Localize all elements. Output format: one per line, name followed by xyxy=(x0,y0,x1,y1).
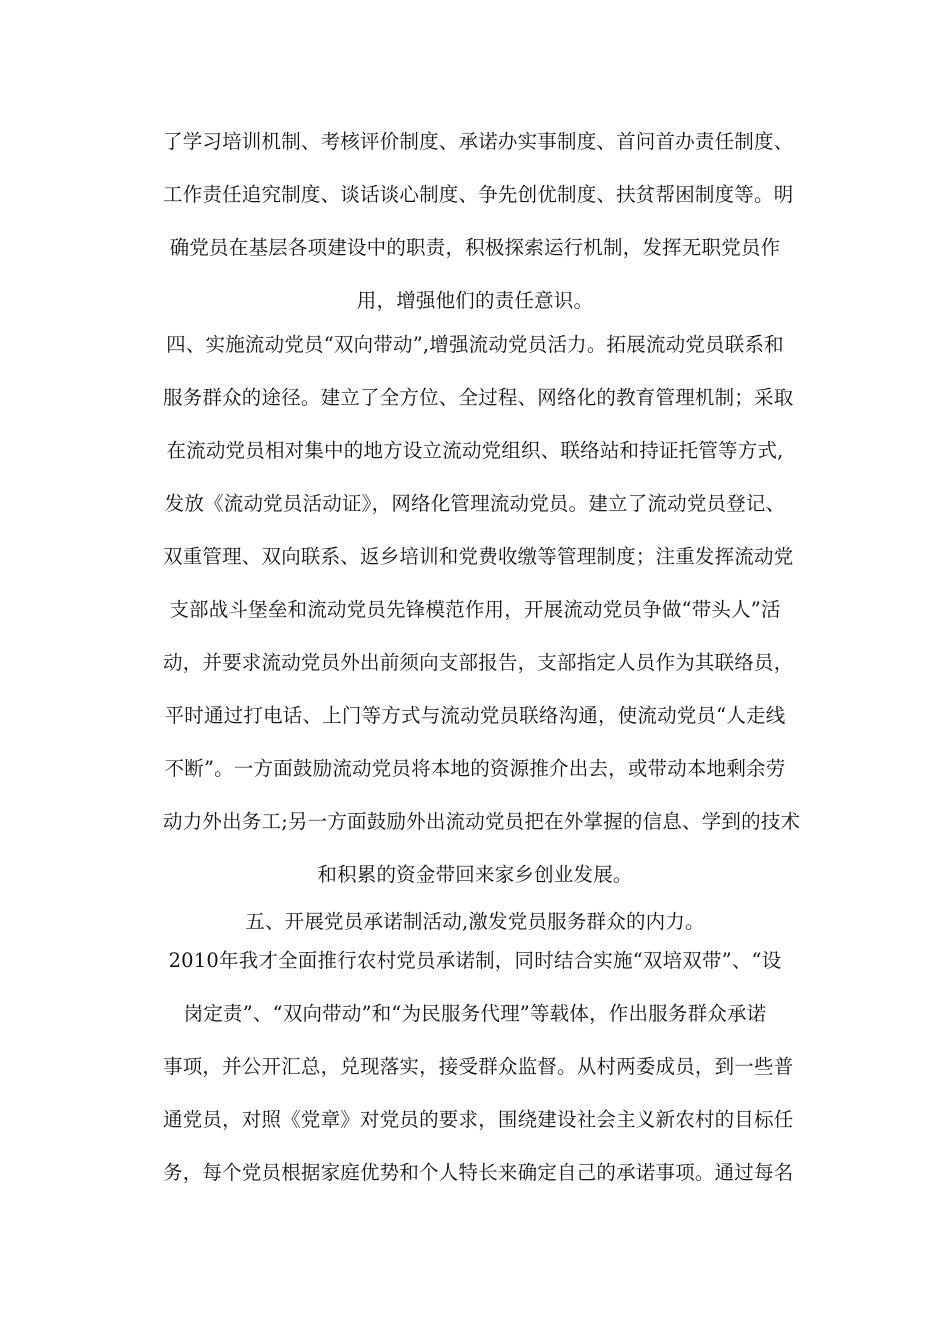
text-line: 平时通过打电话、上门等方式与流动党员联络沟通，使流动党员“人走线 xyxy=(164,704,786,727)
text-line: 确党员在基层各项建设中的职责，积极探索运行机制，发挥无职党员作 xyxy=(169,236,781,259)
text-line: 动，并要求流动党员外出前须向支部报告，支部指定人员作为其联络员， xyxy=(163,651,794,674)
text-line: 发放《流动党员活动证》，网络化管理流动党员。建立了流动党员登记、 xyxy=(164,492,786,515)
text-line: 不断”。一方面鼓励流动党员将本地的资源推介出去，或带动本地剩余劳 xyxy=(164,757,786,780)
text-line: 事项，并公开汇总，兑现落实，接受群众监督。从村两委成员，到一些普 xyxy=(163,1055,794,1078)
text-line: 通党员，对照《党章》对党员的要求，围绕建设社会主义新农村的目标任 xyxy=(163,1108,794,1131)
text-line: 工作责任追究制度、谈话谈心制度、争先创优制度、扶贫帮困制度等。明 xyxy=(163,183,794,206)
text-line: 了学习培训机制、考核评价制度、承诺办实事制度、首问首办责任制度、 xyxy=(163,130,794,153)
section-heading: 四、实施流动党员“双向带动”,增强流动党员活力。拓展流动党员联系和 xyxy=(166,333,784,356)
text-line: 岗定责”、“双向带动”和“为民服务代理”等载体，作出服务群众承诺 xyxy=(183,1002,767,1025)
section-heading: 五、开展党员承诺制活动,激发党员服务群众的内力。 xyxy=(245,910,705,933)
text-line: 动力外出务工;另一方面鼓励外出流动党员把在外掌握的信息、学到的技术 xyxy=(163,810,801,833)
text-line: 支部战斗堡垒和流动党员先锋模范作用，开展流动党员争做“带头人”活 xyxy=(169,598,781,621)
text-line: 和积累的资金带回来家乡创业发展。 xyxy=(317,863,633,886)
text-line: 2010年我才全面推行农村党员承诺制，同时结合实施“双培双带”、“设 xyxy=(168,949,782,972)
text-line: 在流动党员相对集中的地方设立流动党组织、联络站和持证托管等方式, xyxy=(166,439,784,462)
text-line: 双重管理、双向联系、返乡培训和党费收缴等管理制度；注重发挥流动党 xyxy=(163,545,794,568)
text-line: 服务群众的途径。建立了全方位、全过程、网络化的教育管理机制；采取 xyxy=(163,386,794,409)
text-line: 务，每个党员根据家庭优势和个人特长来确定自己的承诺事项。通过每名 xyxy=(163,1161,794,1184)
text-line: 用，增强他们的责任意识。 xyxy=(356,289,594,312)
